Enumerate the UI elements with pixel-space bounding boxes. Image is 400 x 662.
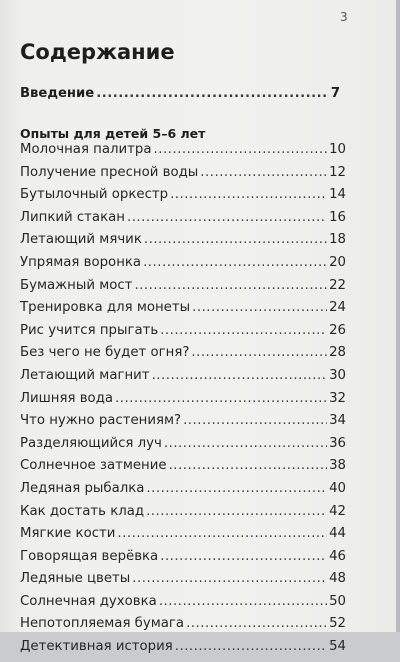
dot-leader	[183, 413, 327, 428]
toc-entry-label: Что нужно растениям?	[20, 413, 182, 429]
toc-entry	[20, 210, 346, 233]
section-heading: Опыты для детей 5–6 лет	[20, 126, 206, 141]
toc-entry	[20, 232, 346, 255]
dot-leader	[127, 210, 327, 225]
toc-entry-label: Детективная история	[20, 639, 173, 655]
toc-entry	[20, 594, 346, 617]
toc-entry-page: 7	[330, 86, 340, 101]
toc-entry	[20, 391, 346, 414]
toc-entry-page: 22	[329, 277, 346, 293]
toc-entry	[20, 345, 346, 368]
toc-entry-label: Рис учится прыгать	[20, 322, 159, 338]
page-number: 3	[340, 10, 348, 24]
toc-list	[20, 142, 346, 662]
dot-leader	[132, 571, 327, 586]
toc-entry	[20, 436, 346, 459]
dot-leader	[186, 616, 327, 631]
toc-entry	[20, 165, 346, 188]
dot-leader	[159, 594, 327, 609]
toc-entry-label: Без чего не будет огня?	[20, 345, 190, 361]
toc-entry	[20, 504, 346, 527]
toc-entry	[20, 526, 346, 549]
toc-entry-label: Ледяная рыбалка	[20, 480, 145, 496]
toc-entry	[20, 458, 346, 481]
toc-entry-page: 28	[329, 345, 346, 361]
toc-entry-label: Липкий стакан	[20, 209, 125, 225]
toc-entry-page: 36	[329, 435, 346, 451]
toc-entry	[20, 142, 346, 165]
toc-entry-page: 46	[329, 548, 346, 564]
toc-entry-label: Молочная палитра	[20, 142, 152, 157]
toc-entry-label: Летающий мячик	[20, 232, 142, 248]
toc-entry-label: Ледяные цветы	[20, 571, 131, 587]
toc-entry-page: 24	[329, 300, 346, 316]
toc-entry-label: Солнечная духовка	[20, 593, 157, 609]
toc-entry-page: 50	[329, 593, 346, 609]
dot-leader	[134, 278, 327, 293]
toc-entry-label: Бутылочный оркестр	[20, 187, 169, 203]
dot-leader	[160, 323, 327, 338]
toc-entry-page: 32	[329, 390, 346, 406]
toc-entry-intro	[20, 86, 340, 101]
dot-leader	[191, 345, 327, 360]
toc-entry-page: 14	[329, 187, 346, 203]
toc-entry	[20, 187, 346, 210]
toc-entry-page: 44	[329, 526, 346, 542]
toc-entry	[20, 413, 346, 436]
toc-entry-page: 26	[329, 322, 346, 338]
toc-entry-label: Лишняя вода	[20, 390, 114, 406]
dot-leader	[143, 255, 327, 270]
toc-entry-label: Летающий магнит	[20, 367, 150, 383]
page-edge	[396, 0, 400, 632]
toc-entry-page: 42	[329, 503, 346, 519]
page-title: Содержание	[20, 40, 175, 64]
dot-leader	[160, 549, 327, 564]
dot-leader	[96, 86, 329, 101]
dot-leader	[169, 458, 328, 473]
toc-entry-label: Тренировка для монеты	[20, 300, 191, 316]
toc-entry-page: 38	[329, 458, 346, 474]
dot-leader	[115, 391, 327, 406]
toc-entry-page: 34	[329, 413, 346, 429]
toc-entry	[20, 639, 346, 662]
toc-entry	[20, 549, 346, 572]
toc-entry-label: Получение пресной воды	[20, 164, 199, 180]
toc-entry-page: 52	[329, 616, 346, 632]
toc-entry	[20, 323, 346, 346]
toc-entry-label: Солнечное затмение	[20, 458, 167, 474]
toc-entry-page: 40	[329, 480, 346, 496]
dot-leader	[192, 300, 327, 315]
toc-entry-page: 30	[329, 367, 346, 383]
toc-entry	[20, 616, 346, 639]
toc-entry-page: 54	[329, 639, 346, 655]
dot-leader	[144, 232, 327, 247]
toc-entry-page: 12	[329, 164, 346, 180]
toc-entry-page: 20	[329, 254, 346, 270]
toc-entry-label: Говорящая верёвка	[20, 548, 159, 564]
toc-entry-label: Введение	[20, 86, 95, 101]
dot-leader	[200, 165, 327, 180]
toc-entry-label: Мягкие кости	[20, 526, 116, 542]
dot-leader	[146, 504, 327, 519]
toc-entry-label: Разделяющийся луч	[20, 435, 162, 451]
toc-entry	[20, 481, 346, 504]
toc-entry-label: Как достать клад	[20, 503, 145, 519]
dot-leader	[146, 481, 327, 496]
toc-entry	[20, 278, 346, 301]
toc-entry-label: Упрямая воронка	[20, 254, 142, 270]
toc-entry-page: 16	[329, 209, 346, 225]
toc-entry	[20, 571, 346, 594]
toc-entry-page: 18	[329, 232, 346, 248]
toc-entry-label: Непотопляемая бумага	[20, 616, 185, 632]
dot-leader	[153, 142, 327, 157]
toc-entry	[20, 368, 346, 391]
dot-leader	[152, 368, 328, 383]
toc-entry-label: Бумажный мост	[20, 277, 133, 293]
toc-entry	[20, 300, 346, 323]
dot-leader	[170, 187, 327, 202]
dot-leader	[164, 436, 327, 451]
toc-entry-page: 48	[329, 571, 346, 587]
toc-entry	[20, 255, 346, 278]
dot-leader	[175, 639, 327, 654]
toc-entry-page: 10	[329, 142, 346, 157]
dot-leader	[117, 526, 327, 541]
